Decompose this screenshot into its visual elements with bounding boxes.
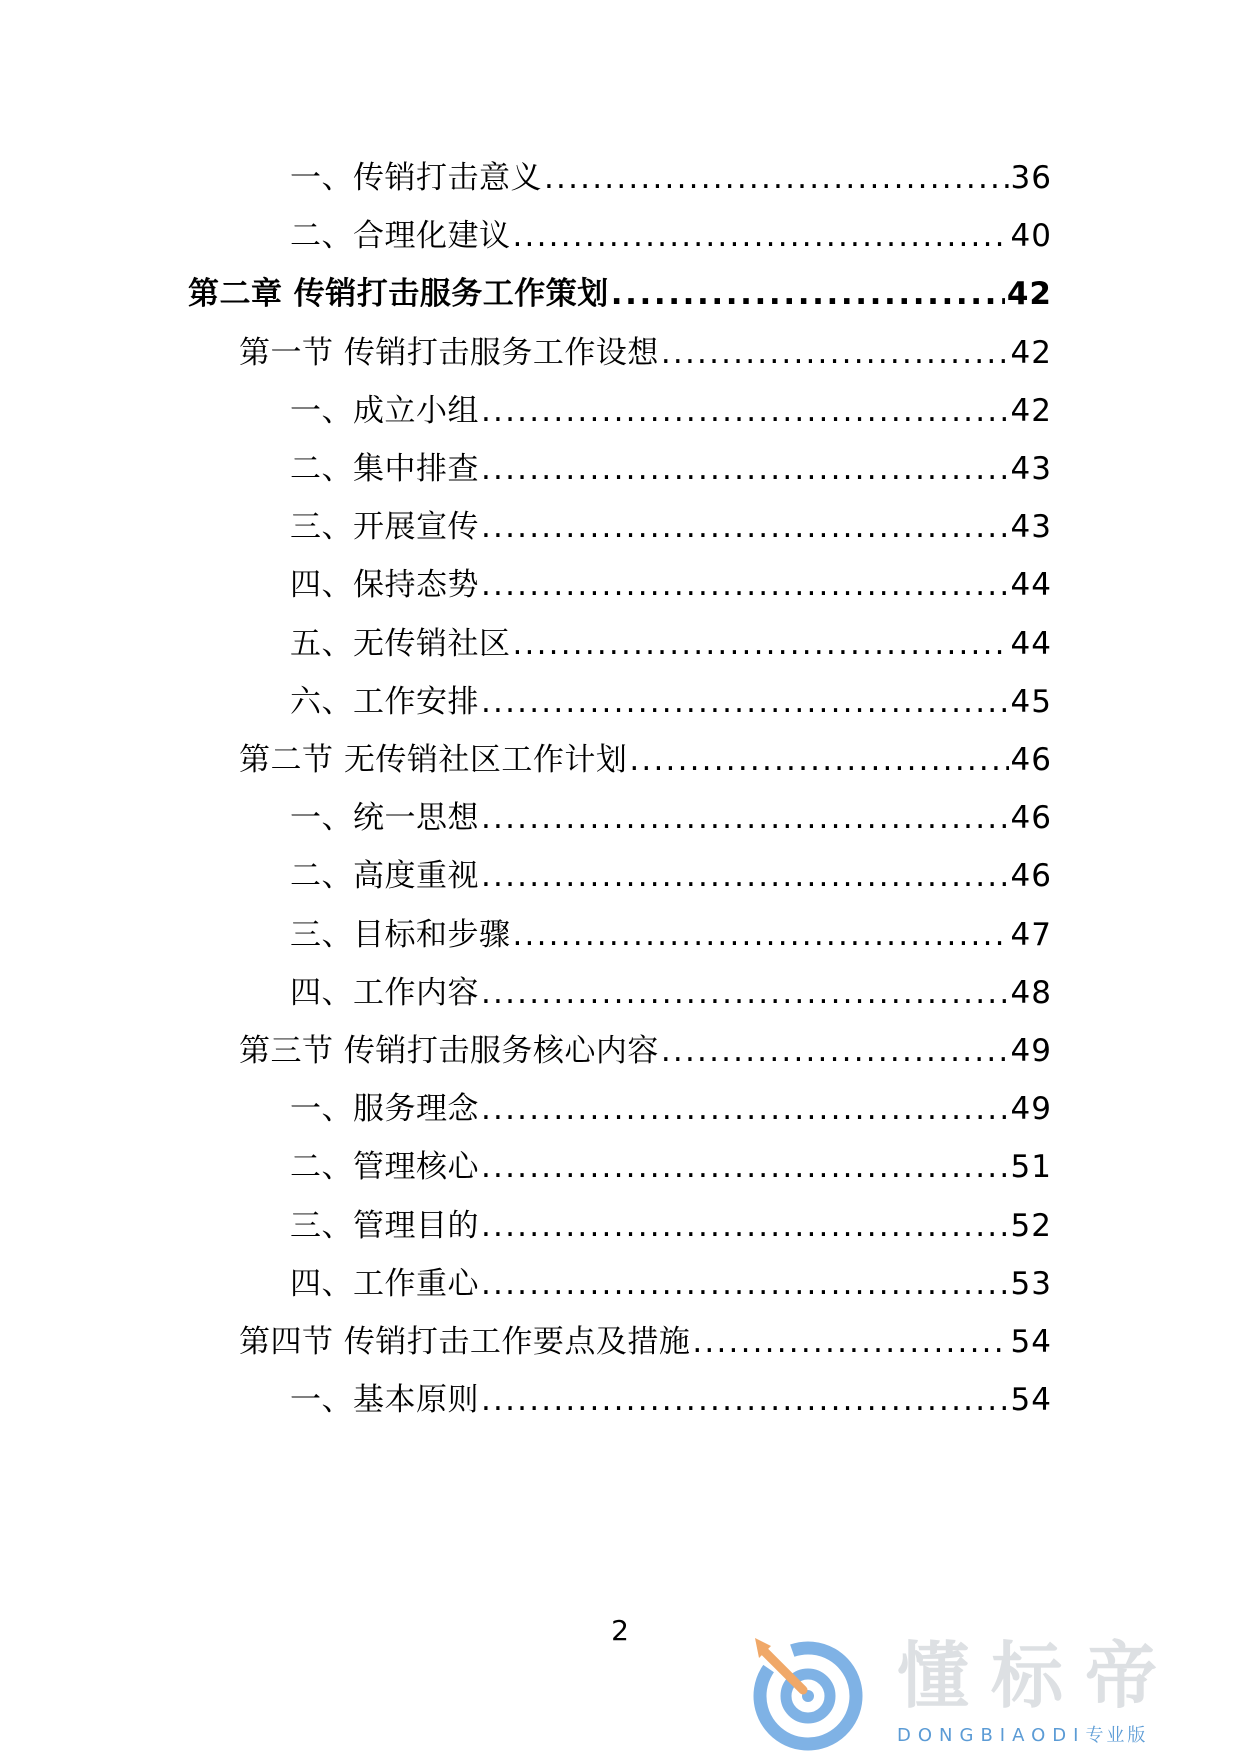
toc-entry-item [290,856,1052,896]
toc-dot-leader [481,565,1009,605]
toc-entry-item [290,682,1052,722]
toc-dot-leader [481,1206,1009,1246]
toc-entry-label: 一、服务理念 [290,1091,479,1128]
toc-entry-section [239,740,1052,780]
toc-entry-page: 46 [1010,800,1052,837]
toc-dot-leader [481,1264,1009,1304]
watermark-brand: 懂标帝 [897,1634,1180,1718]
toc-entry-label: 第二节 无传销社区工作计划 [239,742,628,778]
toc-entry-label: 三、开展宣传 [290,509,479,546]
toc-entry-item [290,449,1052,489]
toc-entry-page: 45 [1010,683,1052,720]
toc-entry-page: 36 [1010,160,1052,196]
watermark-subtitle-edition: 专业版 [1085,1725,1149,1746]
toc-entry-page: 43 [1010,451,1052,487]
toc-entry-item [290,798,1052,838]
toc-entry-item [290,158,1052,198]
toc-entry-item [290,565,1052,605]
toc-entry-page: 46 [1010,858,1052,895]
toc-entry-label: 第三节 传销打击服务核心内容 [239,1033,659,1069]
toc-entry-label: 二、管理核心 [290,1149,479,1186]
toc-dot-leader [661,333,1009,373]
toc-entry-label: 一、基本原则 [290,1382,479,1419]
toc-dot-leader [544,158,1009,198]
toc-entry-label: 三、管理目的 [290,1207,479,1244]
toc-dot-leader [513,624,1009,664]
toc-entry-item [290,915,1052,955]
toc-entry-page: 43 [1010,509,1052,546]
toc-entry-label: 四、保持态势 [290,567,479,604]
toc-entry-label: 一、传销打击意义 [290,160,542,196]
toc-entry-page: 53 [1010,1265,1052,1302]
toc-entry-section [239,1322,1052,1362]
toc-entry-item [290,1264,1052,1304]
toc-entry-page: 42 [1006,276,1052,313]
toc-entry-item [290,507,1052,547]
toc-entry-item [290,624,1052,664]
page-number: 2 [611,1614,629,1647]
toc-entry-page: 54 [1010,1324,1052,1360]
toc-dot-leader [481,798,1009,838]
toc-entry-section [239,333,1052,373]
toc-entry-label: 四、工作内容 [290,974,479,1011]
toc-dot-leader [481,1380,1009,1420]
toc-entry-item [290,216,1052,256]
toc-dot-leader [611,274,1005,314]
toc-entry-item [290,1380,1052,1420]
toc-dot-leader [481,391,1009,431]
toc-entry-page: 49 [1010,1091,1052,1128]
toc-entry-page: 51 [1010,1149,1052,1186]
toc-entry-label: 四、工作重心 [290,1265,479,1302]
toc-dot-leader [481,507,1009,547]
toc-entry-item [290,1089,1052,1129]
toc-entry-page: 44 [1010,567,1052,604]
toc-entry-section [239,1031,1052,1071]
toc-entry-label: 第二章 传销打击服务工作策划 [188,276,609,313]
watermark-subtitle-latin: DONGBIAODI [897,1725,1086,1746]
toc-entry-page: 52 [1010,1207,1052,1244]
toc-entry-chapter [188,274,1052,314]
toc-entry-item [290,1147,1052,1187]
toc-dot-leader [481,682,1009,722]
toc-entry-label: 二、高度重视 [290,858,479,895]
toc-entry-label: 二、合理化建议 [290,218,511,255]
toc-dot-leader [481,856,1009,896]
toc-entry-label: 一、统一思想 [290,800,479,837]
toc-dot-leader [513,216,1009,256]
toc-dot-leader [481,1089,1009,1129]
toc-entry-label: 六、工作安排 [290,683,479,720]
toc-entry-page: 48 [1010,974,1052,1011]
toc-entry-item [290,973,1052,1013]
toc-dot-leader [481,1147,1009,1187]
toc-entry-page: 54 [1010,1382,1052,1419]
watermark-subtitle [897,1724,1148,1748]
toc-entry-page: 47 [1010,916,1052,953]
toc-dot-leader [481,973,1009,1013]
toc-entry-label: 二、集中排查 [290,451,479,487]
toc-entry-label: 第一节 传销打击服务工作设想 [239,334,659,371]
toc-dot-leader [692,1322,1008,1362]
target-arrow-icon [745,1632,867,1754]
toc-entry-page: 44 [1010,625,1052,662]
toc-entry-page: 49 [1010,1033,1052,1069]
toc-entry-item [290,391,1052,431]
toc-entry-label: 三、目标和步骤 [290,916,511,953]
watermark [745,1632,1215,1752]
toc-dot-leader [513,915,1009,955]
toc-entry-page: 40 [1010,218,1052,255]
toc-dot-leader [629,740,1008,780]
toc-entry-label: 一、成立小组 [290,392,479,429]
toc-entry-item [290,1206,1052,1246]
toc-entry-label: 五、无传销社区 [290,625,511,662]
toc-entry-label: 第四节 传销打击工作要点及措施 [239,1324,691,1360]
toc-entry-page: 46 [1010,742,1052,778]
toc-dot-leader [661,1031,1009,1071]
toc-dot-leader [481,449,1009,489]
toc-entry-page: 42 [1010,392,1052,429]
toc-entry-page: 42 [1010,334,1052,371]
